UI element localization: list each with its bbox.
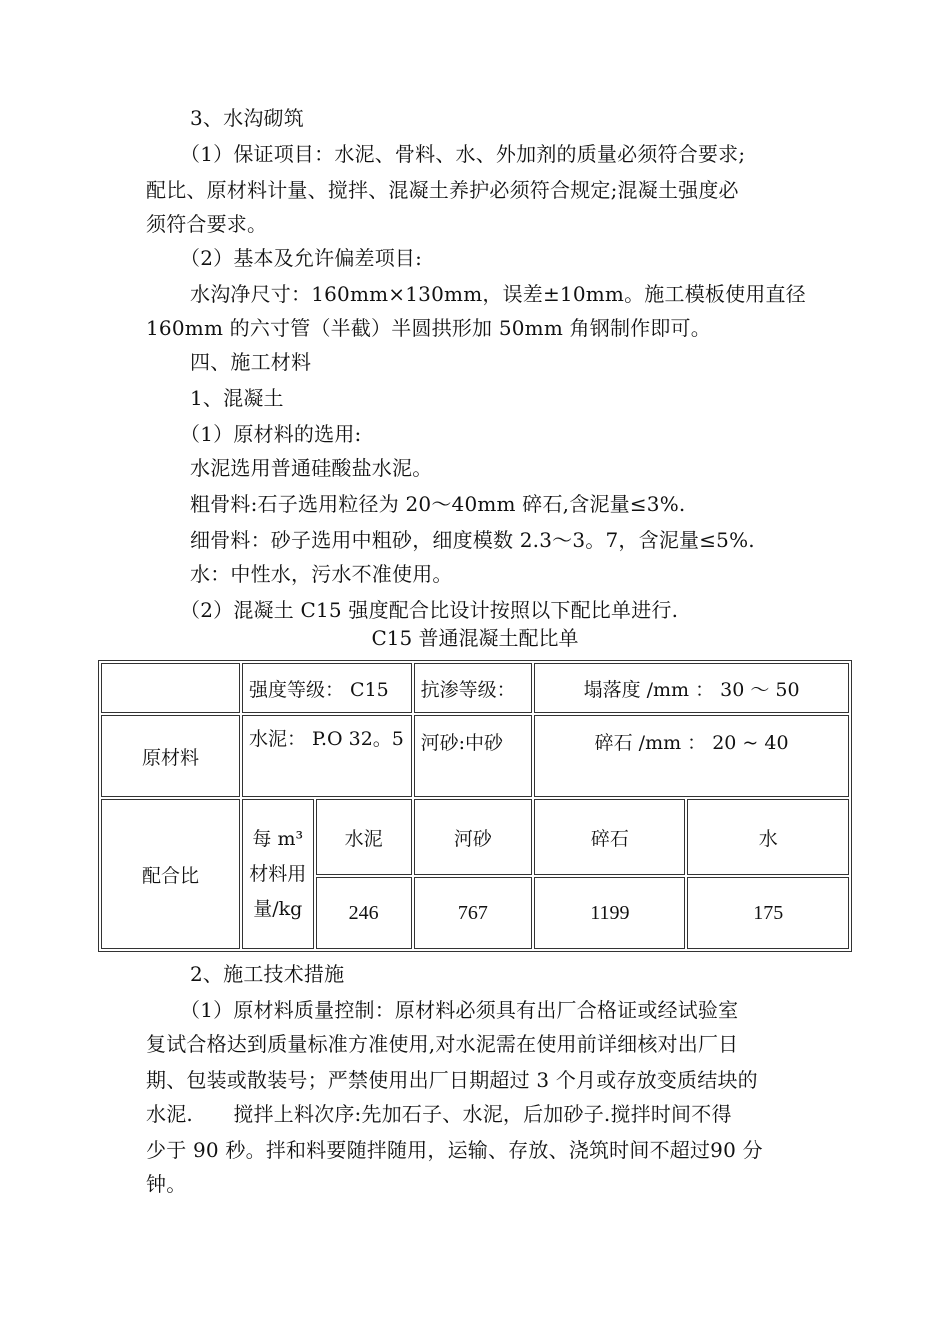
value-gravel: 1199 [534, 877, 685, 949]
table-row [101, 715, 849, 797]
gravel-spec-cell: 碎石 /mm ： 20 ~ 40 [534, 715, 849, 797]
text-line: 粗骨料:石子选用粒径为 20～40mm 碎石,含泥量≤3%. [190, 492, 686, 516]
header-water: 水 [687, 799, 849, 875]
text-line: 配比、原材料计量、搅拌、混凝土养护必须符合规定;混凝土强度必 [146, 178, 739, 202]
text-line: 1、混凝土 [190, 386, 284, 410]
text-line: （2）混凝土 C15 强度配合比设计按照以下配比单进行. [180, 598, 679, 622]
text-line: 水泥. 搅拌上料次序:先加石子、水泥，后加砂子.搅拌时间不得 [146, 1102, 732, 1126]
value-water: 175 [687, 877, 849, 949]
sand-spec-cell: 河砂:中砂 [414, 715, 533, 797]
text-line: 期、包装或散装号；严禁使用出厂日期超过 3 个月或存放变质结块的 [146, 1068, 758, 1092]
table-title: C15 普通混凝土配比单 [371, 626, 579, 650]
text-line: （1）原材料质量控制：原材料必须具有出厂合格证或经试验室 [180, 998, 739, 1022]
text-line: 须符合要求。 [146, 212, 268, 236]
text-line: 3、水沟砌筑 [190, 106, 304, 130]
text-line: 160mm 的六寸管（半截）半圆拱形加 50mm 角钢制作即可。 [146, 316, 711, 340]
text-line: 水：中性水，污水不准使用。 [190, 562, 453, 586]
text-line: 水沟净尺寸：160mm×130mm，误差±10mm。施工模板使用直径 [190, 282, 806, 306]
text-line: 少于 90 秒。拌和料要随拌随用，运输、存放、浇筑时间不超过90 分 [146, 1138, 763, 1162]
text-line: 水泥选用普通硅酸盐水泥。 [190, 456, 433, 480]
mix-ratio-table [98, 660, 852, 952]
strength-grade-cell: 强度等级： C15 [242, 663, 412, 713]
table-row [101, 663, 849, 713]
text-line: 复试合格达到质量标准方准使用,对水泥需在使用前详细核对出厂日 [146, 1032, 739, 1056]
text-line: （1）原材料的选用: [180, 422, 362, 446]
impermeability-grade-cell: 抗渗等级： [414, 663, 533, 713]
slump-cell: 塌落度 /mm ： 30 ～ 50 [534, 663, 849, 713]
unit-dosage-cell: 每 m³ 材料用量/kg [242, 799, 314, 949]
text-line: （2）基本及允许偏差项目: [180, 246, 423, 270]
value-cement: 246 [316, 877, 412, 949]
header-sand: 河砂 [414, 799, 533, 875]
value-sand: 767 [414, 877, 533, 949]
table-row [101, 799, 849, 875]
text-line: 钟。 [146, 1172, 187, 1196]
text-line: （1）保证项目：水泥、骨料、水、外加剂的质量必须符合要求; [180, 142, 746, 166]
text-line: 细骨料：砂子选用中粗砂，细度模数 2.3～3。7，含泥量≤5%. [190, 528, 755, 552]
cement-spec-cell: 水泥： P.O 32。5 [242, 715, 412, 797]
raw-material-label: 原材料 [101, 715, 240, 797]
mix-ratio-label: 配合比 [101, 799, 240, 949]
text-line: 四、施工材料 [190, 350, 312, 374]
header-gravel: 碎石 [534, 799, 685, 875]
text-line: 2、施工技术措施 [190, 962, 345, 986]
table-cell-blank [101, 663, 240, 713]
header-cement: 水泥 [316, 799, 412, 875]
